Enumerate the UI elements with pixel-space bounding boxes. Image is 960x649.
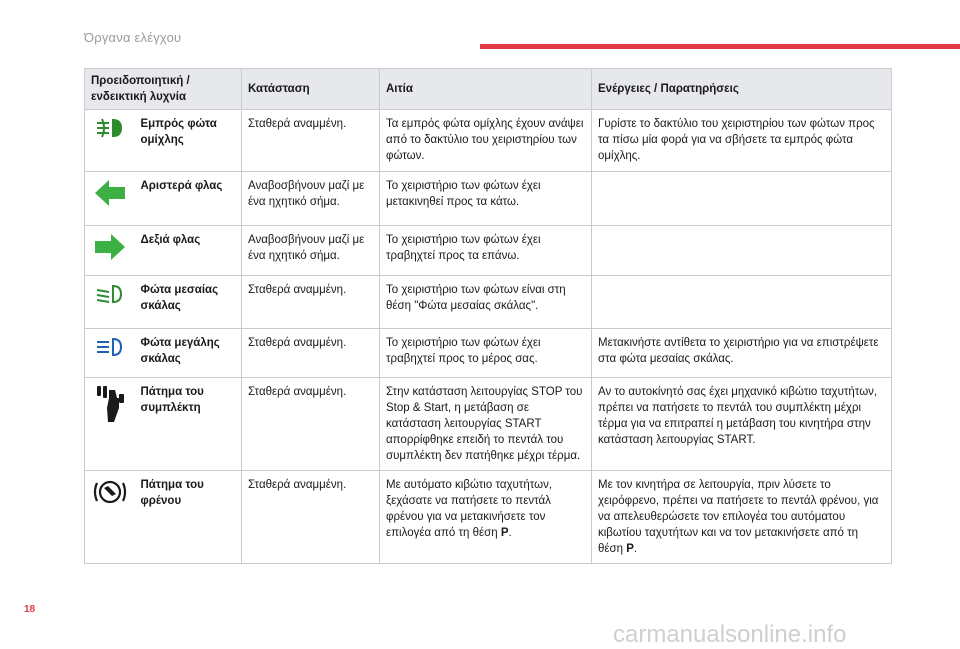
- watermark: carmanualsonline.info: [613, 621, 847, 648]
- cause-text-end: .: [508, 527, 512, 539]
- section-title: Όργανα ελέγχου: [84, 30, 182, 45]
- lamp-name: Εμπρός φώτα ομίχλης: [135, 110, 242, 172]
- lamp-name: Αριστερά φλας: [135, 172, 242, 226]
- lamp-icon-cell: [85, 226, 135, 276]
- lamp-action: Μετακινήστε αντίθετα το χειριστήριο για να επιστρέψετε στα φώτα μεσαίας σκάλας.: [592, 329, 892, 378]
- column-header-action: Ενέργειες / Παρατηρήσεις: [592, 69, 892, 110]
- lamp-state: Σταθερά αναμμένη.: [242, 329, 380, 378]
- lamp-icon-cell: [85, 471, 135, 564]
- table-header-row: [85, 69, 892, 110]
- header-accent-bar: [480, 44, 960, 49]
- left-arrow-icon: [87, 178, 133, 208]
- lamp-state: Αναβοσβήνουν μαζί με ένα ηχητικό σήμα.: [242, 172, 380, 226]
- lamp-state: Σταθερά αναμμένη.: [242, 110, 380, 172]
- main-beam-icon: [87, 335, 133, 359]
- lamp-action: [592, 471, 892, 564]
- table-row: [85, 226, 892, 276]
- lamp-icon-cell: [85, 276, 135, 329]
- dipped-beam-icon: [87, 282, 133, 306]
- lamp-cause: Το χειριστήριο των φώτων έχει μετακινηθεί προς τα κάτω.: [380, 172, 592, 226]
- lamp-icon-cell: [85, 110, 135, 172]
- table-row: [85, 276, 892, 329]
- lamp-icon-cell: [85, 378, 135, 471]
- lamp-action: [592, 226, 892, 276]
- action-text-end: .: [633, 543, 638, 555]
- lamp-action: [592, 172, 892, 226]
- lamp-cause: Το χειριστήριο των φώτων είναι στη θέση "Φώτα μεσαίας σκάλας".: [380, 276, 592, 329]
- gear-position-p: P: [500, 527, 509, 539]
- lamp-cause: Τα εμπρός φώτα ομίχλης έχουν ανάψει από το δακτύλιο του χειριστηρίου των φώτων.: [380, 110, 592, 172]
- lamp-name: Πάτημα του φρένου: [135, 471, 242, 564]
- lamp-state: Αναβοσβήνουν μαζί με ένα ηχητικό σήμα.: [242, 226, 380, 276]
- right-arrow-icon: [87, 232, 133, 262]
- lamp-name: Πάτημα του συμπλέκτη: [135, 378, 242, 471]
- column-header-cause: Αιτία: [380, 69, 592, 110]
- lamp-cause: Το χειριστήριο των φώτων έχει τραβηχτεί προς τα επάνω.: [380, 226, 592, 276]
- lamp-name: Δεξιά φλας: [135, 226, 242, 276]
- foot-on-brake-icon: [87, 477, 133, 507]
- lamp-icon-cell: [85, 329, 135, 378]
- cause-text: Με αυτόματο κιβώτιο ταχυτήτων, ξεχάσατε να πατήσετε το πεντάλ φρένου για να μετακινήσετε τον επιλογέα από τη θέση: [386, 479, 553, 539]
- table-row: [85, 378, 892, 471]
- table-row: [85, 471, 892, 564]
- lamp-action: [592, 276, 892, 329]
- table-row: [85, 329, 892, 378]
- front-fog-lamp-icon: [87, 116, 133, 140]
- lamp-action: Αν το αυτοκίνητό σας έχει μηχανικό κιβώτιο ταχυτήτων, πρέπει να πατήσετε το πεντάλ του συμπλέκτη μέχρι τέρμα για να επιτραπεί η μετάβαση του κινητήρα στην κατάσταση λειτουργίας START.: [592, 378, 892, 471]
- lamp-cause: [380, 471, 592, 564]
- lamp-icon-cell: [85, 172, 135, 226]
- foot-on-clutch-icon: [87, 384, 133, 424]
- table-row: [85, 172, 892, 226]
- lamp-state: Σταθερά αναμμένη.: [242, 378, 380, 471]
- gear-position-p: P: [626, 543, 634, 555]
- page-number: 18: [24, 604, 36, 615]
- action-text: Με τον κινητήρα σε λειτουργία, πριν λύσετε το χειρόφρενο, πρέπει να πατήσετε το πεντάλ φρένου, για να απελευθερώσετε τον επιλογέα του αυτόματου κιβωτίου ταχυτήτων και να τον μετακινήσετε από τη θέση: [598, 479, 879, 555]
- lamp-action: Γυρίστε το δακτύλιο του χειριστηρίου των φώτων προς τα πίσω μία φορά για να σβήσετε τα εμπρός φώτα ομίχλης.: [592, 110, 892, 172]
- lamp-name: Φώτα μεγάλης σκάλας: [135, 329, 242, 378]
- table-row: [85, 110, 892, 172]
- column-header-lamp: Προειδοποιητική / ενδεικτική λυχνία: [85, 69, 242, 110]
- lamp-cause: Το χειριστήριο των φώτων έχει τραβηχτεί προς το μέρος σας.: [380, 329, 592, 378]
- column-header-state: Κατάσταση: [242, 69, 380, 110]
- lamp-name: Φώτα μεσαίας σκάλας: [135, 276, 242, 329]
- lamp-state: Σταθερά αναμμένη.: [242, 471, 380, 564]
- warning-lamps-table: [84, 68, 892, 564]
- lamp-cause: Στην κατάσταση λειτουργίας STOP του Stop & Start, η μετάβαση σε κατάσταση λειτουργίας START απορρίφθηκε επειδή το πεντάλ του συμπλέκτη δεν πατήθηκε μέχρι τέρμα.: [380, 378, 592, 471]
- lamp-state: Σταθερά αναμμένη.: [242, 276, 380, 329]
